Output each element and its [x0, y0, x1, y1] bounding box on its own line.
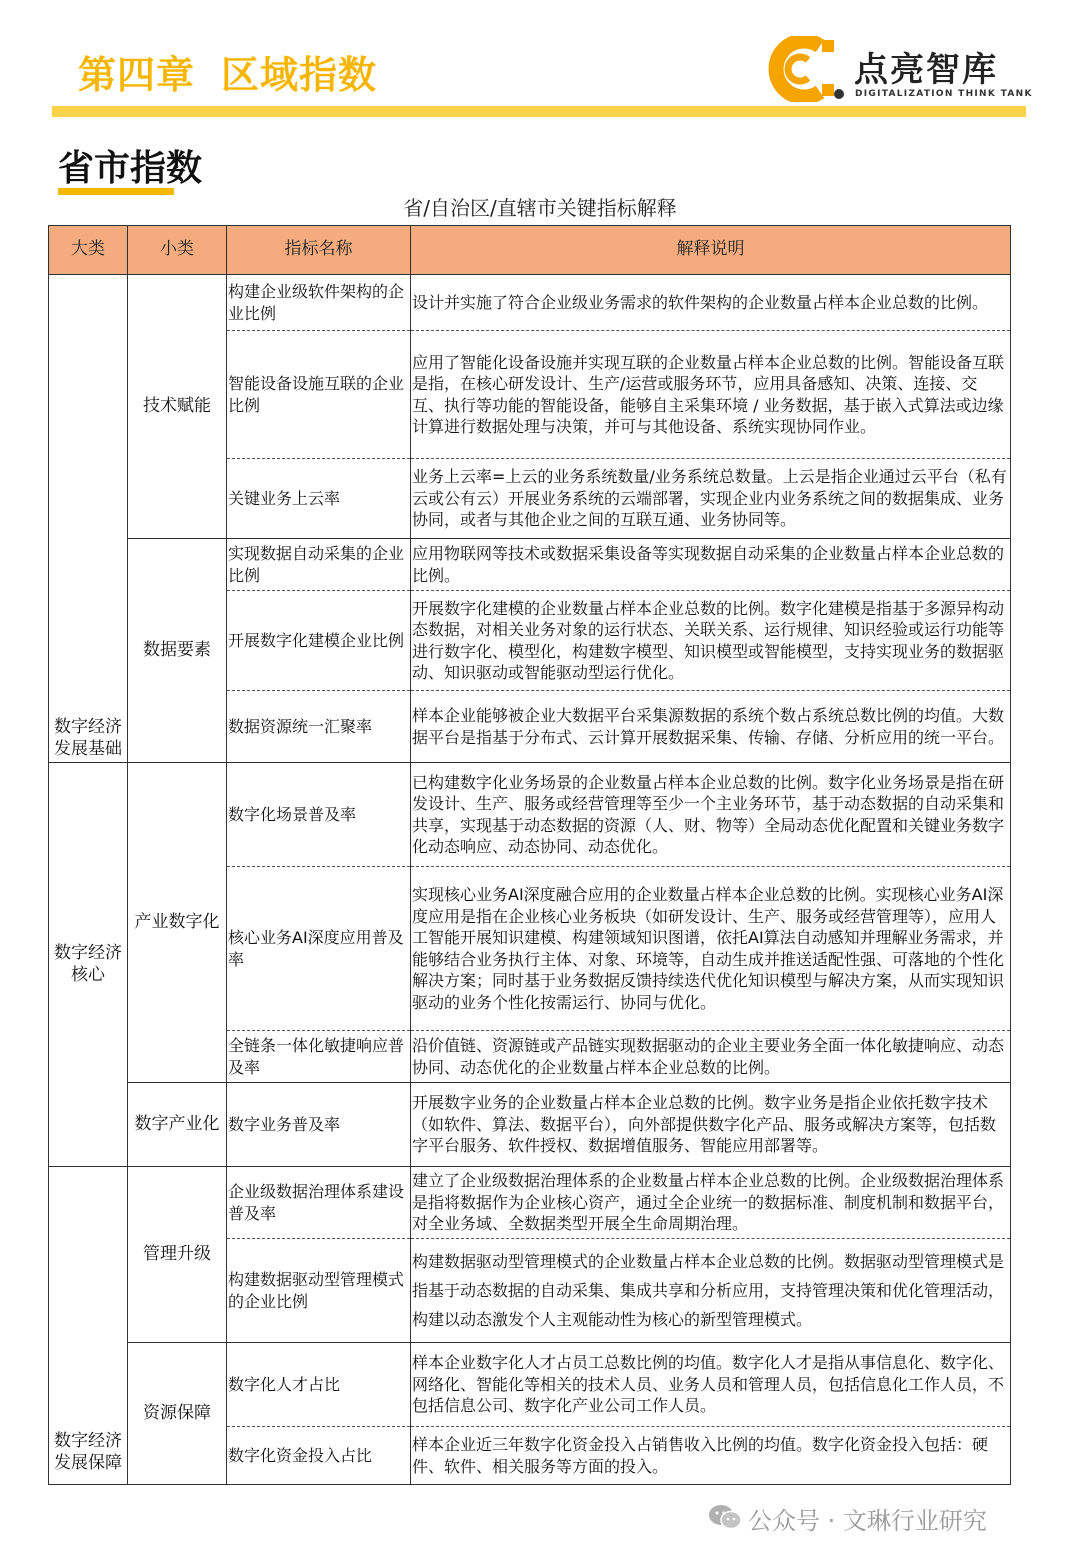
indicator-name-cell: 企业级数据治理体系建设普及率: [227, 1167, 411, 1239]
indicator-name-cell: 全链条一体化敏捷响应普及率: [227, 1031, 411, 1083]
minor-category-cell: 资源保障: [128, 1343, 227, 1485]
indicator-description-cell: 开展数字业务的企业数量占样本企业总数的比例。数字业务是指企业依托数字技术（如软件、算法、数据平台），向外部提供数字化产品、服务或解决方案等，包括数字平台服务、软件授权、数据增值服务、智能应用部署等。: [411, 1083, 1011, 1167]
table-row: [49, 539, 1011, 591]
section-title: 省市指数: [58, 148, 203, 189]
indicator-name-cell: 实现数据自动采集的企业比例: [227, 539, 411, 591]
table-row: [49, 1083, 1011, 1167]
indicator-name-cell: 数字化资金投入占比: [227, 1427, 411, 1485]
indicator-description-cell: 样本企业近三年数字化资金投入占销售收入比例的均值。数字化资金投入包括：硬件、软件、相关服务等方面的投入。: [411, 1427, 1011, 1485]
header-rule: [52, 106, 1026, 117]
indicator-name-cell: 开展数字化建模企业比例: [227, 591, 411, 691]
indicator-description-cell: 已构建数字化业务场景的企业数量占样本企业总数的比例。数字化业务场景是指在研发设计、生产、服务或经营管理等至少一个主业务环节，基于动态数据的自动采集和共享，实现基于动态数据的资源（人、财、物等）全局动态优化配置和关键业务数字化动态响应、动态协同、动态优化。: [411, 763, 1011, 867]
indicator-description-cell: 开展数字化建模的企业数量占样本企业总数的比例。数字化建模是指基于多源异构动态数据，对相关业务对象的运行状态、关联关系、运行规律、知识经验或运行功能等进行数字化、模型化，构建数字模型、知识模型或智能模型，支持实现业务的数据驱动、知识驱动或智能驱动型运行优化。: [411, 591, 1011, 691]
indicator-name-cell: 数据资源统一汇聚率: [227, 691, 411, 763]
column-header: 大类: [49, 226, 128, 275]
minor-category-cell: 技术赋能: [128, 275, 227, 539]
logo-c-icon: [762, 36, 848, 102]
table-caption: 省/自治区/直辖市关键指标解释: [403, 196, 677, 220]
indicator-name-cell: 数字化人才占比: [227, 1343, 411, 1427]
logo-subtitle: DIGITALIZATION THINK TANK: [855, 89, 1033, 99]
column-header: 小类: [128, 226, 227, 275]
table-row: [49, 275, 1011, 331]
brand-logo: [762, 36, 1032, 102]
major-category-cell: 数字经济核心: [49, 763, 128, 1167]
table-row: [49, 763, 1011, 867]
indicator-description-cell: 构建数据驱动型管理模式的企业数量占样本企业总数的比例。数据驱动型管理模式是指基于动态数据的自动采集、集成共享和分析应用，支持管理决策和优化管理活动，构建以动态激发个人主观能动性为核心的新型管理模式。: [411, 1239, 1011, 1343]
table-row: [49, 1167, 1011, 1239]
indicator-description-cell: 应用物联网等技术或数据采集设备等实现数据自动采集的企业数量占样本企业总数的比例。: [411, 539, 1011, 591]
indicator-name-cell: 构建数据驱动型管理模式的企业比例: [227, 1239, 411, 1343]
indicator-name-cell: 关键业务上云率: [227, 459, 411, 539]
watermark-text: 公众号 · 文琳行业研究: [748, 1507, 987, 1535]
chapter-number: 第四章: [78, 53, 196, 97]
indicator-name-cell: 核心业务AI深度应用普及率: [227, 867, 411, 1031]
indicator-description-cell: 设计并实施了符合企业级业务需求的软件架构的企业数量占样本企业总数的比例。: [411, 275, 1011, 331]
logo-name: 点亮智库: [854, 50, 998, 90]
minor-category-cell: 管理升级: [128, 1167, 227, 1343]
indicator-description-cell: 实现核心业务AI深度融合应用的企业数量占样本企业总数的比例。实现核心业务AI深度应用是指在企业核心业务板块（如研发设计、生产、服务或经营管理等），应用人工智能开展知识建模、构建领域知识图谱，依托AI算法自动感知并理解业务需求，并能够结合业务执行主体、对象、环境等，自动生成并推送适配性强、可落地的个性化解决方案；同时基于业务数据反馈持续迭代优化知识模型与解决方案，从而实现知识驱动的业务个性化按需运行、协同与优化。: [411, 867, 1011, 1031]
wechat-icon: [708, 1503, 742, 1531]
indicator-description-cell: 沿价值链、资源链或产品链实现数据驱动的企业主要业务全面一体化敏捷响应、动态协同、动态优化的企业数量占样本企业总数的比例。: [411, 1031, 1011, 1083]
indicator-description-cell: 应用了智能化设备设施并实现互联的企业数量占样本企业总数的比例。智能设备互联是指，在核心研发设计、生产/运营或服务环节，应用具备感知、决策、连接、交互、执行等功能的智能设备，能够自主采集环境 / 业务数据，基于嵌入式算法或边缘计算进行数据处理与决策，并可与其他设备、系统实现协同作业。: [411, 331, 1011, 459]
minor-category-cell: 数字产业化: [128, 1083, 227, 1167]
indicator-table: [48, 225, 1011, 1485]
indicator-description-cell: 业务上云率=上云的业务系统数量/业务系统总数量。上云是指企业通过云平台（私有云或公有云）开展业务系统的云端部署，实现企业内业务系统之间的数据集成、业务协同，或者与其他企业之间的互联互通、业务协同等。: [411, 459, 1011, 539]
major-category-cell: 数字经济发展保障: [49, 1167, 128, 1485]
chapter-heading: [78, 44, 377, 99]
indicator-name-cell: 智能设备设施互联的企业比例: [227, 331, 411, 459]
indicator-description-cell: 样本企业数字化人才占员工总数比例的均值。数字化人才是指从事信息化、数字化、网络化、智能化等相关的技术人员、业务人员和管理人员，包括信息化工作人员，不包括信息公司、数字化产业公司工作人员。: [411, 1343, 1011, 1427]
minor-category-cell: 产业数字化: [128, 763, 227, 1083]
indicator-description-cell: 建立了企业级数据治理体系的企业数量占样本企业总数的比例。企业级数据治理体系是指将数据作为企业核心资产，通过全企业统一的数据标准、制度机制和数据平台，对全业务域、全数据类型开展全生命周期治理。: [411, 1167, 1011, 1239]
indicator-name-cell: 数字化场景普及率: [227, 763, 411, 867]
chapter-title: 区域指数: [221, 53, 378, 97]
table-row: [49, 1343, 1011, 1427]
minor-category-cell: 数据要素: [128, 539, 227, 763]
indicator-description-cell: 样本企业能够被企业大数据平台采集源数据的系统个数占系统总数比例的均值。大数据平台是指基于分布式、云计算开展数据采集、传输、存储、分析应用的统一平台。: [411, 691, 1011, 763]
column-header: 解释说明: [411, 226, 1011, 275]
indicator-name-cell: 构建企业级软件架构的企业比例: [227, 275, 411, 331]
indicator-name-cell: 数字业务普及率: [227, 1083, 411, 1167]
major-category-cell: 数字经济发展基础: [49, 275, 128, 763]
column-header: 指标名称: [227, 226, 411, 275]
table-header-row: [49, 226, 1011, 275]
